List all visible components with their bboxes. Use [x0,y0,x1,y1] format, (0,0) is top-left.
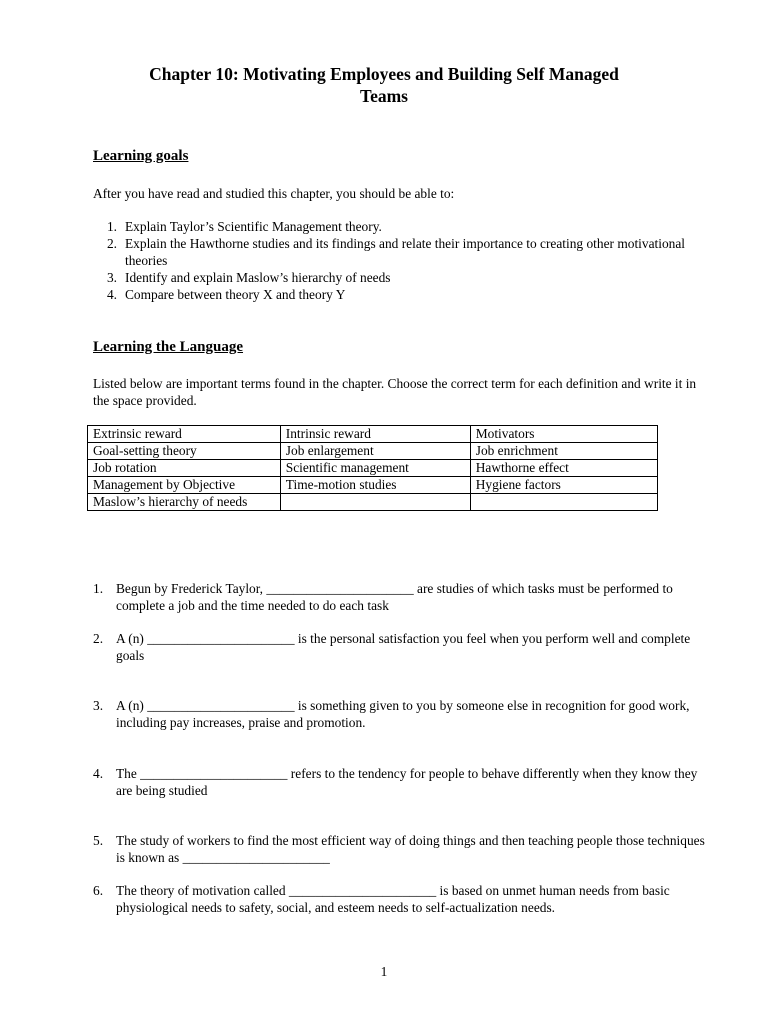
table-cell: Job rotation [88,460,281,477]
page-number: 1 [380,964,388,979]
question-item [93,832,713,866]
question-text: A (n) ______________________ is the personal satisfaction you feel when you perform well and complete goals [116,631,691,663]
chapter-title [93,63,675,107]
table-cell: Motivators [470,426,657,443]
goal-number: 4. [106,287,117,302]
learning-goals-intro: After you have read and studied this chapter, you should be able to: [93,186,455,201]
question-number: 3. [93,698,104,713]
table-cell: Maslow’s hierarchy of needs [88,494,281,511]
chapter-title-line-1: Chapter 10: Motivating Employees and Building Self Managed [149,64,619,84]
goal-item [93,218,713,235]
goal-item [93,286,713,303]
table-cell: Goal-setting theory [88,443,281,460]
goal-text: Explain the Hawthorne studies and its findings and relate their importance to creating other motivational theories [125,236,686,268]
table-row [88,460,658,477]
goal-number: 3. [106,270,117,285]
learning-language-heading: Learning the Language [93,339,244,355]
question-number: 5. [93,833,104,848]
table-cell: Hawthorne effect [470,460,657,477]
table-cell: Job enrichment [470,443,657,460]
goal-text: Compare between theory X and theory Y [125,287,346,302]
question-item [93,630,713,664]
question-text: The study of workers to find the most efficient way of doing things and then teaching people those techniques is known as ______________________ [116,833,705,865]
question-text: The ______________________ refers to the tendency for people to behave differently when they know they are being studied [116,766,698,798]
table-cell [470,494,657,511]
goal-number: 1. [106,219,117,234]
goal-item [93,269,713,286]
question-number: 6. [93,883,104,898]
table-cell: Scientific management [280,460,470,477]
question-item [93,580,713,614]
table-cell: Intrinsic reward [280,426,470,443]
goal-item [93,235,713,269]
table-cell: Job enlargement [280,443,470,460]
table-row [88,477,658,494]
question-number: 2. [93,631,104,646]
question-item [93,697,713,731]
table-row [88,443,658,460]
question-text: The theory of motivation called ______________________ is based on unmet human needs from basic physiological needs to safety, social, and esteem needs to self-actualization needs. [116,883,670,915]
table-cell: Time-motion studies [280,477,470,494]
table-row [88,426,658,443]
table-row [88,494,658,511]
learning-goals-list [93,218,713,303]
chapter-title-line-2: Teams [360,86,408,106]
question-item [93,882,713,916]
question-item [93,765,713,799]
goal-number: 2. [106,236,117,251]
table-cell: Management by Objective [88,477,281,494]
table-cell [280,494,470,511]
question-number: 1. [93,581,104,596]
table-cell: Extrinsic reward [88,426,281,443]
question-number: 4. [93,766,104,781]
learning-goals-heading: Learning goals [93,148,189,164]
goal-text: Identify and explain Maslow’s hierarchy of needs [125,270,391,285]
learning-language-intro: Listed below are important terms found in the chapter. Choose the correct term for each definition and write it in the space provided. [93,376,697,408]
question-text: Begun by Frederick Taylor, ______________________ are studies of which tasks must be performed to complete a job and the time needed to do each task [116,581,673,613]
table-cell: Hygiene factors [470,477,657,494]
question-text: A (n) ______________________ is something given to you by someone else in recognition for good work, including pay increases, praise and promotion. [116,698,690,730]
goal-text: Explain Taylor’s Scientific Management theory. [125,219,382,234]
terms-table [87,425,658,511]
